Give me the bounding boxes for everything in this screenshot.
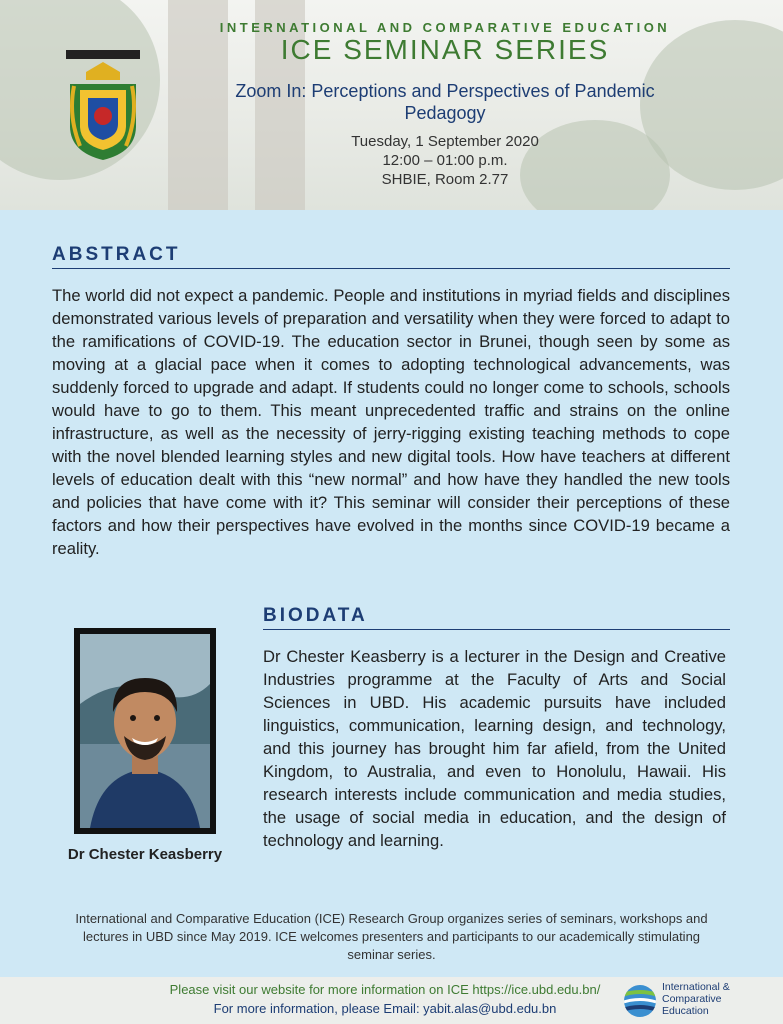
website-line <box>150 982 620 997</box>
ice-logo-label-line1: International & <box>662 981 730 993</box>
abstract-heading: ABSTRACT <box>52 244 181 265</box>
speaker-name: Dr Chester Keasberry <box>67 846 223 863</box>
website-link[interactable]: https://ice.ubd.edu.bn/ <box>472 982 601 997</box>
series-title: ICE SEMINAR SERIES <box>280 34 610 65</box>
speaker-portrait-image <box>80 634 210 828</box>
abstract-text: The world did not expect a pandemic. People and institutions in myriad fields and disciplines demonstrated various levels of preparation and versatility when they were forced to adapt to the ramifications of COVID-19. The education sector in Brunei, though seen by some as moving at a glacial pace when it comes to adopting technological advancements, was suddenly forced to upgrade and adapt. If students could no longer come to schools, schools would have to go to them. This meant unprecedented traffic and strains on the online infrastructure, as well as the necessity of jerry-rigging existing teaching methods to cope with the novel blended learning styles and new digital tools. How have teachers at different levels of education dealt with this “new normal” and how have they handled the new tools and policies that have come with it? This seminar will consider their perceptions of these factors and how their perspectives have evolved in the months since COVID-19 became a reality. <box>52 286 730 558</box>
biodata-divider <box>263 629 730 630</box>
biodata-heading: BIODATA <box>263 605 368 626</box>
series-subtitle: INTERNATIONAL AND COMPARATIVE EDUCATION <box>219 20 671 35</box>
website-line-text: Please visit our website for more information on ICE <box>169 982 469 997</box>
header-banner <box>0 0 783 210</box>
seminar-date: Tuesday, 1 September 2020 <box>351 133 539 150</box>
ice-logo-label <box>662 981 772 1017</box>
seminar-details <box>180 132 710 189</box>
biodata-text: Dr Chester Keasberry is a lecturer in the Design and Creative Industries programme at the Faculty of Arts and Social Sciences in UBD. His academic pursuits have included linguistics, communication, learning design, and technology, and this journey has brought him far afield, from the United Kingdom, to Australia, and even to Honolulu, Hawaii. His research interests include communication and media studies, the usage of social media in education, and the design of technology and learning. <box>263 647 726 850</box>
ice-globe-logo <box>622 983 658 1019</box>
ice-logo-label-line2: Comparative <box>662 993 722 1005</box>
speaker-photo <box>74 628 216 834</box>
seminar-topic-line1: Zoom In: Perceptions and Perspectives of Pandemic <box>235 81 655 101</box>
seminar-topic-line2: Pedagogy <box>404 103 486 123</box>
ubd-crest-logo <box>60 46 146 164</box>
ice-group-note: International and Comparative Education (ICE) Research Group organizes series of seminars, workshops and lectures in UBD since May 2019. ICE welcomes presenters and participants to our academically stimulating seminar series. <box>75 911 708 962</box>
seminar-topic <box>180 80 710 124</box>
seminar-venue: SHBIE, Room 2.77 <box>381 171 509 188</box>
footer <box>0 977 783 1024</box>
ice-logo-label-line3: Education <box>662 1005 709 1017</box>
seminar-time: 12:00 – 01:00 p.m. <box>382 152 508 169</box>
abstract-divider <box>52 268 730 269</box>
email-line[interactable]: For more information, please Email: yabit.alas@ubd.edu.bn <box>213 1001 557 1016</box>
